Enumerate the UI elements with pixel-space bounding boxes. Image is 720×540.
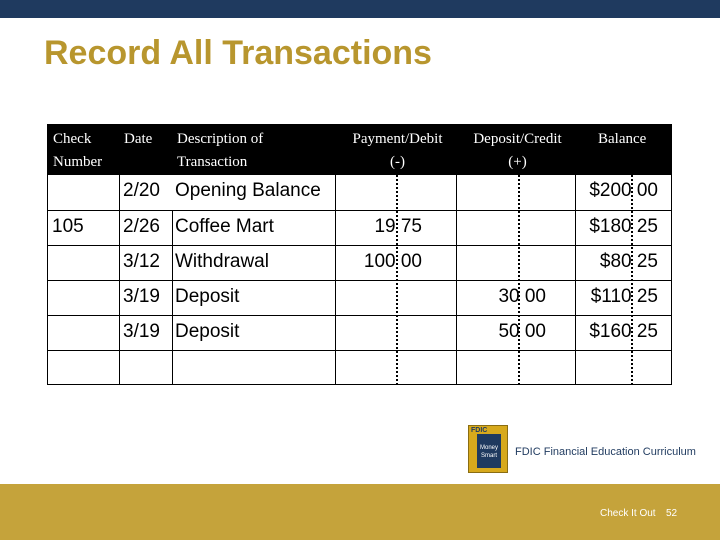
balance-cell: $180 25 <box>589 216 658 237</box>
date-cell: 3/19 <box>123 321 160 342</box>
deposit-cell: 50 00 <box>498 321 546 342</box>
description-cell: Deposit <box>175 321 240 342</box>
page-number: 52 <box>666 508 678 519</box>
top-bar <box>0 0 720 18</box>
money-smart-badge: Money Smart <box>477 434 501 468</box>
date-cell: 2/26 <box>123 216 160 237</box>
date-cell: 2/20 <box>123 180 160 201</box>
row-divider <box>48 350 671 351</box>
header-payment-debit: Payment/Debit (-) <box>352 131 443 170</box>
payment-cell: 100 00 <box>363 251 422 272</box>
curriculum-label: FDIC Financial Education Curriculum <box>515 446 696 458</box>
balance-cell: $110 25 <box>590 286 658 307</box>
header-balance: Balance <box>598 131 647 147</box>
date-cell: 3/12 <box>123 251 160 272</box>
money-smart-logo <box>468 425 508 473</box>
description-cell: Coffee Mart <box>175 216 274 237</box>
row-divider <box>48 315 671 316</box>
row-divider <box>48 210 671 211</box>
row-divider <box>48 245 671 246</box>
description-cell: Deposit <box>175 286 240 307</box>
row-divider <box>48 280 671 281</box>
header-check-number: Check Number <box>53 131 103 170</box>
footer-section-label: Check It Out <box>600 508 656 519</box>
deposit-cell: 30 00 <box>498 286 546 307</box>
balance-cell: $200 00 <box>589 180 658 201</box>
balance-cell: $80 25 <box>599 251 658 272</box>
date-cell: 3/19 <box>123 286 160 307</box>
balance-cell: $160 25 <box>589 321 658 342</box>
header-date: Date <box>124 131 153 147</box>
slide-title: Record All Transactions <box>44 34 432 72</box>
table-header <box>48 125 671 175</box>
check-number-cell: 105 <box>52 216 84 237</box>
description-cell: Opening Balance <box>175 180 321 201</box>
payment-cell: 19 75 <box>374 216 422 237</box>
description-cell: Withdrawal <box>175 251 269 272</box>
header-deposit-credit: Deposit/Credit (+) <box>473 131 562 170</box>
check-register-table <box>47 124 672 385</box>
grid-line <box>172 210 173 385</box>
header-description: Description of Transaction <box>177 131 264 170</box>
fdic-logo-text: FDIC <box>471 427 488 434</box>
